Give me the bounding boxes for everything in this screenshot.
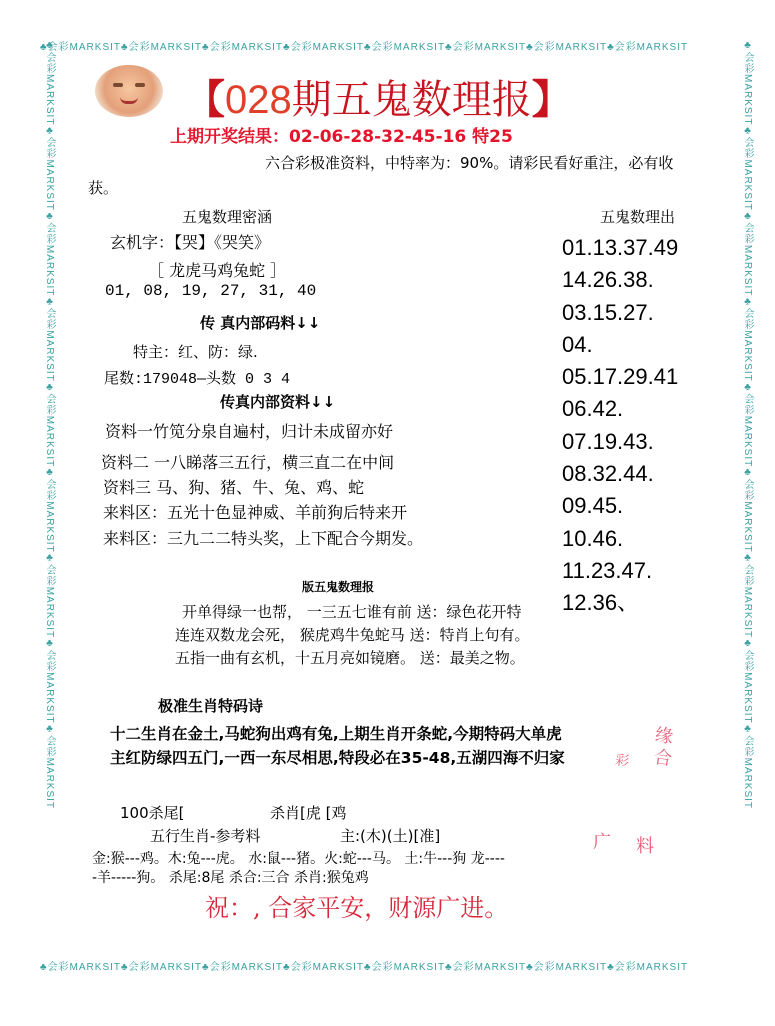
lucky-numbers: 01, 08, 19, 27, 31, 40 (105, 282, 317, 300)
stamp-char-2: 合 (652, 746, 674, 771)
page-title (185, 68, 572, 125)
poem-line-3: 五指一曲有玄机，十五月亮如镜磨。 送：最美之物。 (175, 649, 525, 667)
last-result: 上期开奖结果：02-06-28-32-45-16 特25 (170, 127, 513, 147)
zhu-label: 主:(木)(土)[准] (340, 827, 441, 845)
title-bracket-close: 】 (531, 76, 572, 123)
stamp-guangliao (588, 828, 668, 868)
border-left-text: ♣会彩MARKSIT♣会彩MARKSIT♣会彩MARKSIT♣会彩MARKSIT♣会彩MARKSIT♣会彩MARKSIT♣会彩MARKSIT♣会彩MARKSIT♣会彩MARKSIT (44, 40, 55, 810)
wuxing-label: 五行生肖-参考料 (150, 827, 261, 845)
number-row: 08.32.44. (562, 461, 654, 487)
title-bracket-open: 【 (185, 76, 225, 123)
avatar-eye-right (135, 83, 145, 87)
number-row: 07.19.43. (562, 428, 654, 454)
border-right (740, 40, 756, 965)
border-right-text: ♣会彩MARKSIT♣会彩MARKSIT♣会彩MARKSIT♣会彩MARKSIT♣会彩MARKSIT♣会彩MARKSIT♣会彩MARKSIT♣会彩MARKSIT♣会彩MARKSIT (742, 40, 753, 810)
laiyuan-2: 来料区：三九二二特头奖，上下配合今期发。 (103, 529, 424, 548)
poem-line-2: 连连双数龙会死， 猴虎鸡牛兔蛇马 送：特肖上句有。 (175, 626, 530, 644)
poem-line-1: 开单得绿一也帮， 一三五七谁有前 送：绿色花开特 (182, 603, 522, 621)
number-row: 14.26.38. (562, 267, 654, 293)
avatar-mouth (120, 97, 138, 104)
border-left (42, 40, 58, 965)
ziliao-2: 资料二 一八睇落三五行，横三直二在中间 (101, 453, 395, 472)
laiyuan-1: 来料区：五光十色显神威、羊前狗后特来开 (103, 503, 408, 522)
stamp-char-3: 彩 (614, 752, 631, 771)
zodiac-poem-line-1: 十二生肖在金土,马蛇狗出鸡有兔,上期生肖开条蛇,今期特码大单虎 (110, 725, 562, 743)
number-row: 09.45. (562, 493, 624, 519)
fax-heading-1: 传 真内部码料↓↓ (200, 314, 321, 332)
weishu-text: 尾数:179048—头数 0 3 4 (104, 371, 291, 388)
kill-zodiac: 杀肖[虎 [鸡 (270, 804, 347, 822)
number-row: 03.15.27. (562, 299, 654, 325)
ziliao-1: 资料一竹笕分泉自遍村，归计未成留亦好 (105, 422, 394, 441)
xuanji-text: 玄机字：【哭】《哭笑》 (110, 233, 271, 252)
fax-heading-2: 传真内部资料↓↓ (220, 393, 336, 411)
tezhu-text: 特主：红、防：绿. (133, 343, 258, 361)
elements-line-1: 金:猴---鸡。木:兔---虎。 水:鼠---猪。火:蛇---马。 土:牛---狗 龙---- (92, 851, 505, 867)
title-issue: 028 (225, 78, 292, 122)
poem-heading: 版五鬼数理报 (302, 580, 375, 594)
zodiac-poem-line-2: 主红防绿四五门,一西一东尽相思,特段必在35-48,五湖四海不归家 (110, 749, 565, 767)
zodiac-list: ［ 龙虎马鸡兔蛇 ］ (148, 261, 287, 280)
stamp-char-1: 缘 (653, 724, 675, 748)
wish-text: 祝：, 合家平安，财源广进。 (205, 894, 509, 922)
avatar-eye-left (113, 83, 123, 87)
elements-line-2: -羊-----狗。 杀尾:8尾 杀合:三合 杀肖:猴兔鸡 (92, 870, 369, 886)
number-row: 11.23.47. (562, 557, 653, 583)
ziliao-3: 资料三 马、狗、猪、牛、兔、鸡、蛇 (103, 478, 365, 497)
number-row: 06.42. (562, 396, 624, 422)
zodiac-poem-heading: 极准生肖特码诗 (158, 697, 264, 715)
border-bottom: ♣会彩MARKSIT♣会彩MARKSIT♣会彩MARKSIT♣会彩MARKSIT♣会彩MARKSIT♣会彩MARKSIT♣会彩MARKSIT♣会彩MARKSIT (40, 962, 689, 973)
stamp-char-4: 广 (593, 832, 611, 853)
number-row: 01.13.37.49 (562, 235, 679, 260)
number-list (562, 232, 678, 620)
kill-tail: 100杀尾[ (120, 804, 185, 822)
left-heading: 五鬼数理密涵 (182, 208, 273, 226)
intro-line-1: 六合彩极准资料，中特率为：90%。请彩民看好重注，必有收 (265, 154, 674, 172)
number-row: 10.46. (562, 525, 624, 551)
avatar-image (95, 65, 163, 117)
border-top: ♣会彩MARKSIT♣会彩MARKSIT♣会彩MARKSIT♣会彩MARKSIT♣会彩MARKSIT♣会彩MARKSIT♣会彩MARKSIT♣会彩MARKSIT (40, 42, 689, 53)
stamp-char-5: 料 (636, 836, 654, 857)
number-row: 05.17.29.41 (562, 364, 679, 390)
title-text: 期五鬼数理报 (291, 77, 532, 123)
right-heading: 五鬼数理出 (600, 208, 676, 226)
intro-line-2: 获。 (88, 179, 119, 197)
stamp-yuanhe (611, 715, 689, 784)
number-row: 12.36、 (562, 590, 640, 616)
number-row: 04. (562, 331, 593, 357)
